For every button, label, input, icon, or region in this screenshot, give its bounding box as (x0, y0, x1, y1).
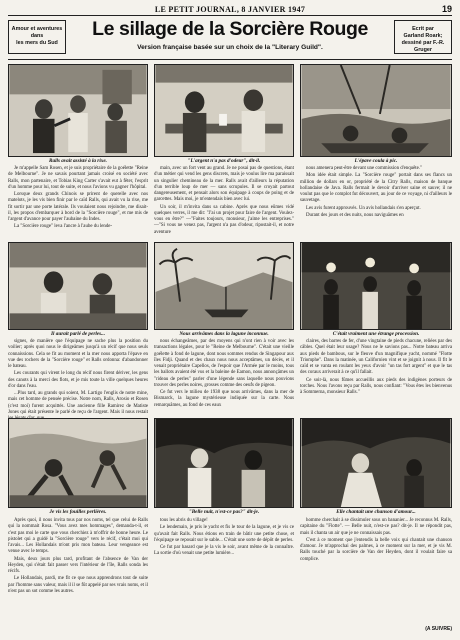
paragraph: Ce soir-là, nous fûmes accueillis aux pieds des indigènes porteurs de torches. Nous l'avons reçu par Ralls, nous confiant: "Vous êtes les bienvenus à Sommerna, monsieur Ralls." (300, 377, 452, 396)
text-column (154, 166, 294, 238)
paragraph: Le Hollandais, pardi, me fit ce que nous apprendrons tout de suite par l'homme sans valeur, mais il il se fût appelé par ses vrais noms, et il n'est pas un sot comme les autres. (8, 576, 148, 594)
caption: C'était vraiment une étrange procession. (332, 331, 420, 337)
to-be-continued: (A SUIVRE) (425, 626, 452, 632)
paragraph: signes, de manière que l'équipage ne sache plus la position du voilier; après quoi nous le dirigeâmes jusqu'à un récif que nous seuls connaissions. Cela se fit au moment et la mer nous apporta l'épave en vue des rochers de la "Sorcière rouge" et Ralls ordonna: d'abandonner le bateau. (8, 339, 148, 370)
text-column (300, 518, 452, 624)
genre-line: dans (30, 33, 44, 40)
caption: Ralls avait assisté à la rixe. (49, 158, 107, 164)
paragraph: ...Plus tard, au grands qui soient, M. Lartigo l'englis de notre mine, mais cet homme de pensée précise. Notre nom, Ralls, Arosio et Rosen (c'est moi) furent acquittés. Une ancienne fille Ramirez de Matiste Jones qui était présente le parlé de reçu de l'argent. Mais il nous restait (8, 391, 148, 415)
paragraph: nous échangeâmes, par des moyens qui n'ont rien à voir avec les transactions légales, pour le "Reine de Melbourne". C'était une vieille goélette à fond de lagune, dont nous sommes rendus de Singapour aux îles Fidji. Quand et des chaux nous nous acceptâmes, un décès, et il venait propriétaire Capellos, de l'espoir que l'Armée par le moins, tous les ballots avaient été vus et la baleine de Eamon, nous annonçâmes un "rideau de perles" parler d'une légende sans laquelle nous pouvions trouver des perles noires, grosses comme des oeufs de pigeon. (154, 339, 294, 388)
illustration-brawl (8, 64, 148, 157)
paragraph: C'est à ce moment que j'entendis la belle voix qui chantait une chanson d'amour. Je m'approchai des palmes, à ce moment sur la mer, et je vis M. Ralls touché par la sorcière de Van der Heyden, dont il voulait faire sa complice. (300, 537, 452, 562)
illustration-singer (300, 418, 452, 508)
caption: Je vis les fouilles perlières. (49, 509, 107, 515)
singer-drawing (301, 419, 451, 507)
illustration-pearls (8, 242, 148, 330)
paragraph: Un soir, il m'invita dans sa cabine. Après que nous eûmes vidé quelques verres, il me dit: "J'ai un projet pour faire de l'argent. Voulez-vous en être?" —"Faites toujours, monsieur, j'aime les entreprises." —"Si vous ne venez pas, l'argent n'a pas d'odeur, ripostait-il, et notre aventure (154, 204, 294, 235)
story-header (8, 18, 452, 60)
brawl-drawing (9, 65, 147, 156)
credit-line: Garland Roark; (403, 33, 443, 40)
paragraph: Les avis furent approuvés. Un avis hollandais s'en aperçut. (306, 205, 421, 211)
credits-box (394, 20, 452, 54)
page-number: 19 (441, 4, 452, 14)
text-column (300, 339, 452, 411)
paragraph: claires, des barres de fer, d'une vingtaine de pieds chacune, reliées par des câbles. Quel était leur usage? Nous ne le savions pas... Notre bateau arriva aux pieds de bambous, sur le fleuve d'un magnifique yacht, nommé "Flotte Triomphe". Dans la matinée, un Californien vint et se joignit à nous. Il fit le caïd et se vanta en roulant les yeux d'avoir "un tas fort argent" et que le tas des coraux arriverait à ce qu'il fallait. (300, 339, 452, 376)
paragraph: Lorsque deux grands Chinois se prirent de querelle avec nos matelots, je les vis bien finir par le caïd Ralls, qui avait vu la rixe, me fit sortir par une porte latérale. Ils voulaient nous rejoindre, me disait-il, les propos d'embarquer à bord de la "Sorcière rouge", et me mis de l'argent d'avance pour payer l'aubaine du Indes. (8, 192, 148, 223)
paragraph: tous les abris du village! (160, 518, 208, 523)
paragraph: Mais, deux jours plus tard, profitant de l'absence de Van der Heyden, qui s'était fait passer vers l'intérieur de l'île, Ralls sonda les récifs. (8, 556, 148, 575)
illustration-wreck (300, 64, 452, 157)
text-column (300, 166, 452, 238)
credit-line: Ecrit par (412, 26, 434, 32)
newspaper-name: LE PETIT JOURNAL, 8 JANVIER 1947 (154, 5, 306, 14)
diving-drawing (9, 419, 147, 507)
paragraph: nous amenera peut-être devant une commission d'enquête." (306, 166, 423, 171)
illustration-procession (300, 242, 452, 330)
caption: "Belle nuit, n'est-ce pas?" dit-je. (188, 509, 260, 515)
credit-line: dessiné par F.-R. Gruger (401, 40, 445, 54)
paragraph: Durant des jours et des nuits, nous naviguâmes en (306, 212, 404, 218)
story-title: Le sillage de la Sorcière Rouge (92, 18, 368, 40)
genre-box (8, 20, 66, 54)
paragraph: main, avec un fort vent au grand. Je ne posai pas de questions, étant d'un métier qui vend les gens discrets, mais je voulus lire ma paraissait un singulier chemineau de la mer. Ralls avait d'ailleurs la réputation d'un terrible loup de mer — sans scrupules. Il se croyait partout dangereusement, et pensait alors son équipage à coups de poing et de garcettes. Mais moi, je m'entendais bien avec lui. (154, 166, 294, 203)
genre-line: les mers du Sud (16, 40, 58, 47)
text-column (154, 518, 294, 632)
night-drawing (155, 419, 293, 507)
procession-drawing (301, 243, 451, 329)
paragraph: Après quoi, il nous invita tous par nos noms, tel que celui de Ralls qui la nommait Rosa. "Vous avez mes hommages", demanda-t-il, et c'est pas moi le carte que vous cherchiez à m'offrir de bonne heure. Le pistolet qui a guidé la "Sorcière rouge" vers le récif, c'était moi qui l'avais... Les Hollandais m'ont pris mon bateau. Leur vengeance est venue avec le temps. (8, 518, 148, 555)
genre-line: Amour et aventures (11, 26, 63, 32)
caption: "L'argent n'a pas d'odeur", dit-il. (187, 158, 261, 164)
text-column (154, 339, 294, 411)
paragraph: homme cherchait à se dissimuler sous un bananier... Je reconnus M. Ralls, capitaine du "Flotte". — Belle nuit, n'est-ce pas? dit-je. Il ne répondit pas, mais il chanta un air que je ne connaissais pas. (300, 518, 452, 536)
text-column (8, 518, 148, 632)
illustration-cabin (154, 64, 294, 157)
paragraph: Le lendemain, je pris le yacht et fis le tour de la lagune, et je vis ce qu'avait fait Ralls. Nous étions en train de bâtir une petite chose, et l'équipage se reposait sur le sable... C'était une sorte de dépôt de perles. (154, 525, 294, 543)
paragraph: Les courants qui virent le long du récif nous firent dériver, les gens des canots à la merci des flots, et je mis toute la ville quelques heures d'or dans l'eau. (8, 371, 148, 389)
paragraph: Ce fut vers le milieu de 1938 que nous arrivâmes, dans la mer de Bismarck, la lagune mystérieuse indiquée sur la carte. Nous remarquâmes, au fond de ces eaux (154, 390, 294, 408)
caption: Il aurait parlé de perles... (50, 331, 106, 337)
text-column (8, 339, 148, 415)
text-column (8, 166, 148, 238)
paragraph: Mon idée était simple. La "Sorcière rouge" portait dans ses flancs un million de dollars en or, propriété de la Citry Ralls, maison de banque hollandaise de Java. Ralls fermait le devoir d'arriver saine et sauve; il ne voulut pas que le complot fut découvert, au jour de ce voyage, ni d'ailleurs le sauvetage. (300, 173, 452, 204)
illustration-night (154, 418, 294, 508)
masthead (8, 5, 452, 16)
illustration-diving (8, 418, 148, 508)
paragraph: Je m'appelle Sam Rosen, et je suis propriétaire de la goélette "Reine de Melbourne". Je ne savais pourtant jamais croisé en société avec Ralls, mon partenaire, et Tobias King Carter s'avait eut à fêter, l'esprit d'un homme pour lui, tout de suite, et nous l'avions vu gagner l'hôpital. (8, 166, 148, 190)
caption: Nous arrivâmes dans la lagune inconnue. (179, 331, 269, 337)
cabin-drawing (155, 65, 293, 156)
caption: L'épave coula à pic. (354, 158, 398, 164)
lagoon-drawing (155, 243, 293, 329)
caption: Elle chantait une chanson d'amour... (336, 509, 416, 515)
illustration-lagoon (154, 242, 294, 330)
story-subtitle: Version française basée sur un choix de la "Literary Guild". (137, 44, 323, 51)
wreck-drawing (301, 65, 451, 156)
paragraph: La "Sorcière rouge" leva l'ancre à l'aube du lende- (14, 224, 113, 230)
paragraph: Ce fut par hasard que je la vis le soir, avant même de la connaître. La sortie d'où venait une petite lumière... (154, 545, 294, 557)
pearls-drawing (9, 243, 147, 329)
